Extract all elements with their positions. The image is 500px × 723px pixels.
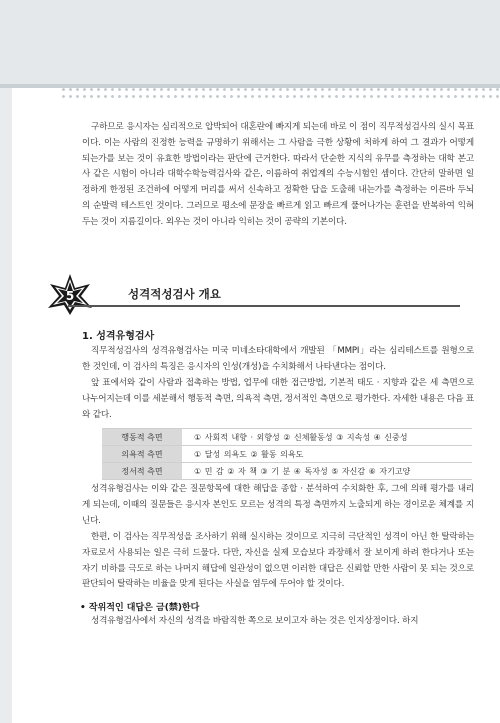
bullet-heading: • 작위적인 대답은 금(禁)한다: [80, 603, 200, 613]
row-value: ① 달성 의욕도 ② 활동 의욕도: [194, 449, 304, 459]
paragraph-4: 한편, 이 검사는 직무적성을 조사하기 위해 실시하는 것이므로 지극히 극단적인 성격이 아닌 한 탈락하는 자료로서 사용되는 일은 극히 드물다. 다만, 자신을 실제 모습보다 과장해서 잘 보이게 하려 한다거나 또는 자기 비하를 극도로 하는 나머지 해답에 일관성이 없으면 이러한 대답은 신뢰할 만한 사람이 못 되는 것으로 판단되어 탈락하는 비율을 맞게 된다는 사실을 염두에 두어야 할 것이다.: [82, 532, 474, 590]
header-band: [0, 0, 500, 84]
table-row: [102, 463, 472, 480]
row-value: ① 민 감 ② 자 책 ③ 기 분 ④ 독자성 ⑤ 자신감 ⑥ 자기고양: [194, 466, 411, 476]
table-row: [102, 446, 472, 463]
section-title: 성격적성검사 개요: [128, 287, 221, 301]
paragraph-2: 앞 표에서와 같이 사람과 접촉하는 방법, 업무에 대한 접근방법, 기본적 태도 · 지향과 같은 세 측면으로 나누어지는데 이를 세분해서 행동적 측면, 의욕적 측면, 정서적인 측면으로 평가한다. 자세한 내용은 다음 표와 같다.: [82, 378, 474, 420]
traits-table: [102, 428, 472, 480]
paragraph-5: 성격유형검사에서 자신의 성격을 바람직한 쪽으로 보이고자 하는 것은 인지상정이다. 하지: [91, 616, 419, 626]
dotted-border: [60, 86, 500, 98]
paragraph-1: 직무적성검사의 성격유형검사는 미국 미네소타대학에서 개발된 「MMPI」라는 심리테스트를 원형으로 한 것인데, 이 검사의 특징은 응시자의 인성(개성)을 수치화해서 나타낸다는 점이다.: [82, 346, 474, 372]
side-margin-band: [0, 88, 12, 723]
row-value: ① 사회적 내향 · 외향성 ② 신체활동성 ③ 지속성 ④ 신중성: [194, 432, 408, 442]
section-title-bar: [65, 285, 460, 307]
subsection-title: 1. 성격유형검사: [82, 331, 155, 342]
row-label: 행동적 측면: [102, 429, 182, 445]
table-row: [102, 428, 472, 446]
section-banner: [40, 273, 460, 315]
row-label: 정서적 측면: [102, 463, 182, 479]
intro-paragraph: 구하므로 응시자는 심리적으로 압박되어 대혼란에 빠지게 되는데 바로 이 점이 직무적성검사의 실시 목표이다. 이는 사람의 진정한 능력을 규명하기 위해서는 그 사람을 극한 상황에 처하게 하여 그 결과가 어떻게 되는가를 보는 것이 유효한 방법이라는 판단에 근거한다. 따라서 단순한 지식의 유무를 측정하는 대학 본고사 같은 시험이 아니라 대학수학능력검사와 같은, 이름하여 취업계의 수능시험인 셈이다. 간단히 말하면 일정하게 한정된 조건하에 어떻게 머리를 써서 신속하고 정확한 답을 도출해 내는가를 측정하는 이른바 두뇌의 순발력 테스트인 것이다. 그러므로 평소에 문장을 빠르게 읽고 빠르게 풀어나가는 훈련을 반복하여 익혀두는 것이 지름길이다. 외우는 것이 아니라 익히는 것이 공략의 기본이다.: [82, 122, 474, 227]
section-number: 5: [65, 289, 75, 303]
row-label: 의욕적 측면: [102, 446, 182, 462]
paragraph-3: 성격유형검사는 이와 같은 질문항목에 대한 해답을 종합 · 분석하여 수치화한 후, 그에 의해 평가를 내리게 되는데, 이때의 질문들은 응시자 본인도 모르는 성격의 특정 측면까지 노출되게 하는 경이로운 체계를 지닌다.: [82, 484, 474, 526]
